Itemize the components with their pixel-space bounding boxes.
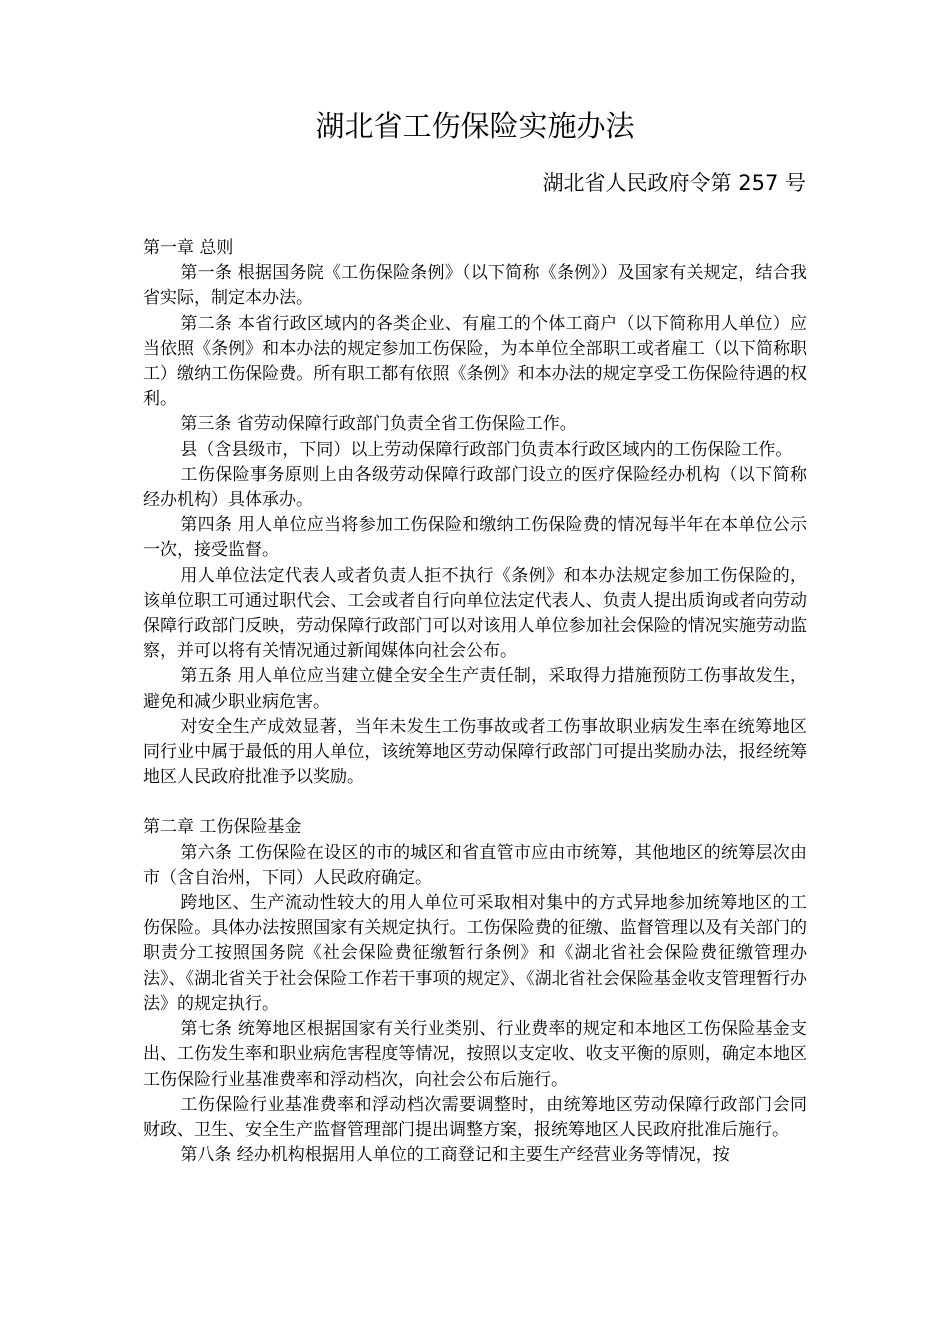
- paragraph: 用人单位法定代表人或者负责人拒不执行《条例》和本办法规定参加工伤保险的，该单位职工可通过职代会、工会或者自行向单位法定代表人、负责人提出质询或者向劳动保障行政部门反映，劳动保障行政部门可以对该用人单位参加社会保险的情况实施劳动监察，并可以将有关情况通过新闻媒体向社会公布。: [143, 565, 807, 662]
- paragraph: 县（含县级市，下同）以上劳动保障行政部门负责本行政区域内的工伤保险工作。: [180, 439, 793, 460]
- paragraph: 第一条 根据国务院《工伤保险条例》（以下简称《条例》）及国家有关规定，结合我省实际，制定本办法。: [143, 263, 807, 309]
- decree-number: 湖北省人民政府令第 257 号: [542, 171, 806, 195]
- chapter-heading: 第二章 工伤保险基金: [143, 817, 302, 838]
- section-spacer: [143, 790, 807, 815]
- paragraph: 第五条 用人单位应当建立健全安全生产责任制，采取得力措施预防工伤事故发生，避免和减少职业病危害。: [143, 666, 807, 712]
- paragraph: 跨地区、生产流动性较大的用人单位可采取相对集中的方式异地参加统筹地区的工伤保险。具体办法按照国家有关规定执行。工伤保险费的征缴、监督管理以及有关部门的职责分工按照国务院《社会保险费征缴暂行条例》和《湖北省社会保险费征缴管理办法》、《湖北省关于社会保险工作若干事项的规定》、《湖北省社会保险基金收支管理暂行办法》的规定执行。: [143, 893, 807, 1014]
- paragraph: 工伤保险行业基准费率和浮动档次需要调整时，由统筹地区劳动保障行政部门会同财政、卫生、安全生产监督管理部门提出调整方案，报统筹地区人民政府批准后施行。: [143, 1094, 807, 1140]
- paragraph: 对安全生产成效显著，当年未发生工伤事故或者工伤事故职业病发生率在统筹地区同行业中属于最低的用人单位，该统筹地区劳动保障行政部门可提出奖励办法，报经统筹地区人民政府批准予以奖励。: [143, 716, 807, 788]
- paragraph: 第二条 本省行政区域内的各类企业、有雇工的个体工商户（以下简称用人单位）应当依照《条例》和本办法的规定参加工伤保险，为本单位全部职工或者雇工（以下简称职工）缴纳工伤保险费。所有职工都有依照《条例》和本办法的规定享受工伤保险待遇的权利。: [143, 313, 807, 410]
- paragraph: 工伤保险事务原则上由各级劳动保障行政部门设立的医疗保险经办机构（以下简称经办机构）具体承办。: [143, 464, 807, 511]
- document-body: [143, 236, 807, 1168]
- paragraph: 第八条 经办机构根据用人单位的工商登记和主要生产经营业务等情况，按: [180, 1145, 730, 1166]
- document-title: 湖北省工伤保险实施办法: [315, 109, 635, 143]
- paragraph: 第七条 统筹地区根据国家有关行业类别、行业费率的规定和本地区工伤保险基金支出、工伤发生率和职业病危害程度等情况，按照以支定收、收支平衡的原则，确定本地区工伤保险行业基准费率和浮动档次，向社会公布后施行。: [143, 1019, 807, 1090]
- paragraph: 第四条 用人单位应当将参加工伤保险和缴纳工伤保险费的情况每半年在本单位公示一次，接受监督。: [143, 515, 807, 561]
- paragraph: 第六条 工伤保险在设区的市的城区和省直管市应由市统筹，其他地区的统筹层次由市（含自治州，下同）人民政府确定。: [143, 842, 807, 888]
- chapter-heading: 第一章 总则: [143, 238, 234, 258]
- paragraph: 第三条 省劳动保障行政部门负责全省工伤保险工作。: [180, 414, 577, 435]
